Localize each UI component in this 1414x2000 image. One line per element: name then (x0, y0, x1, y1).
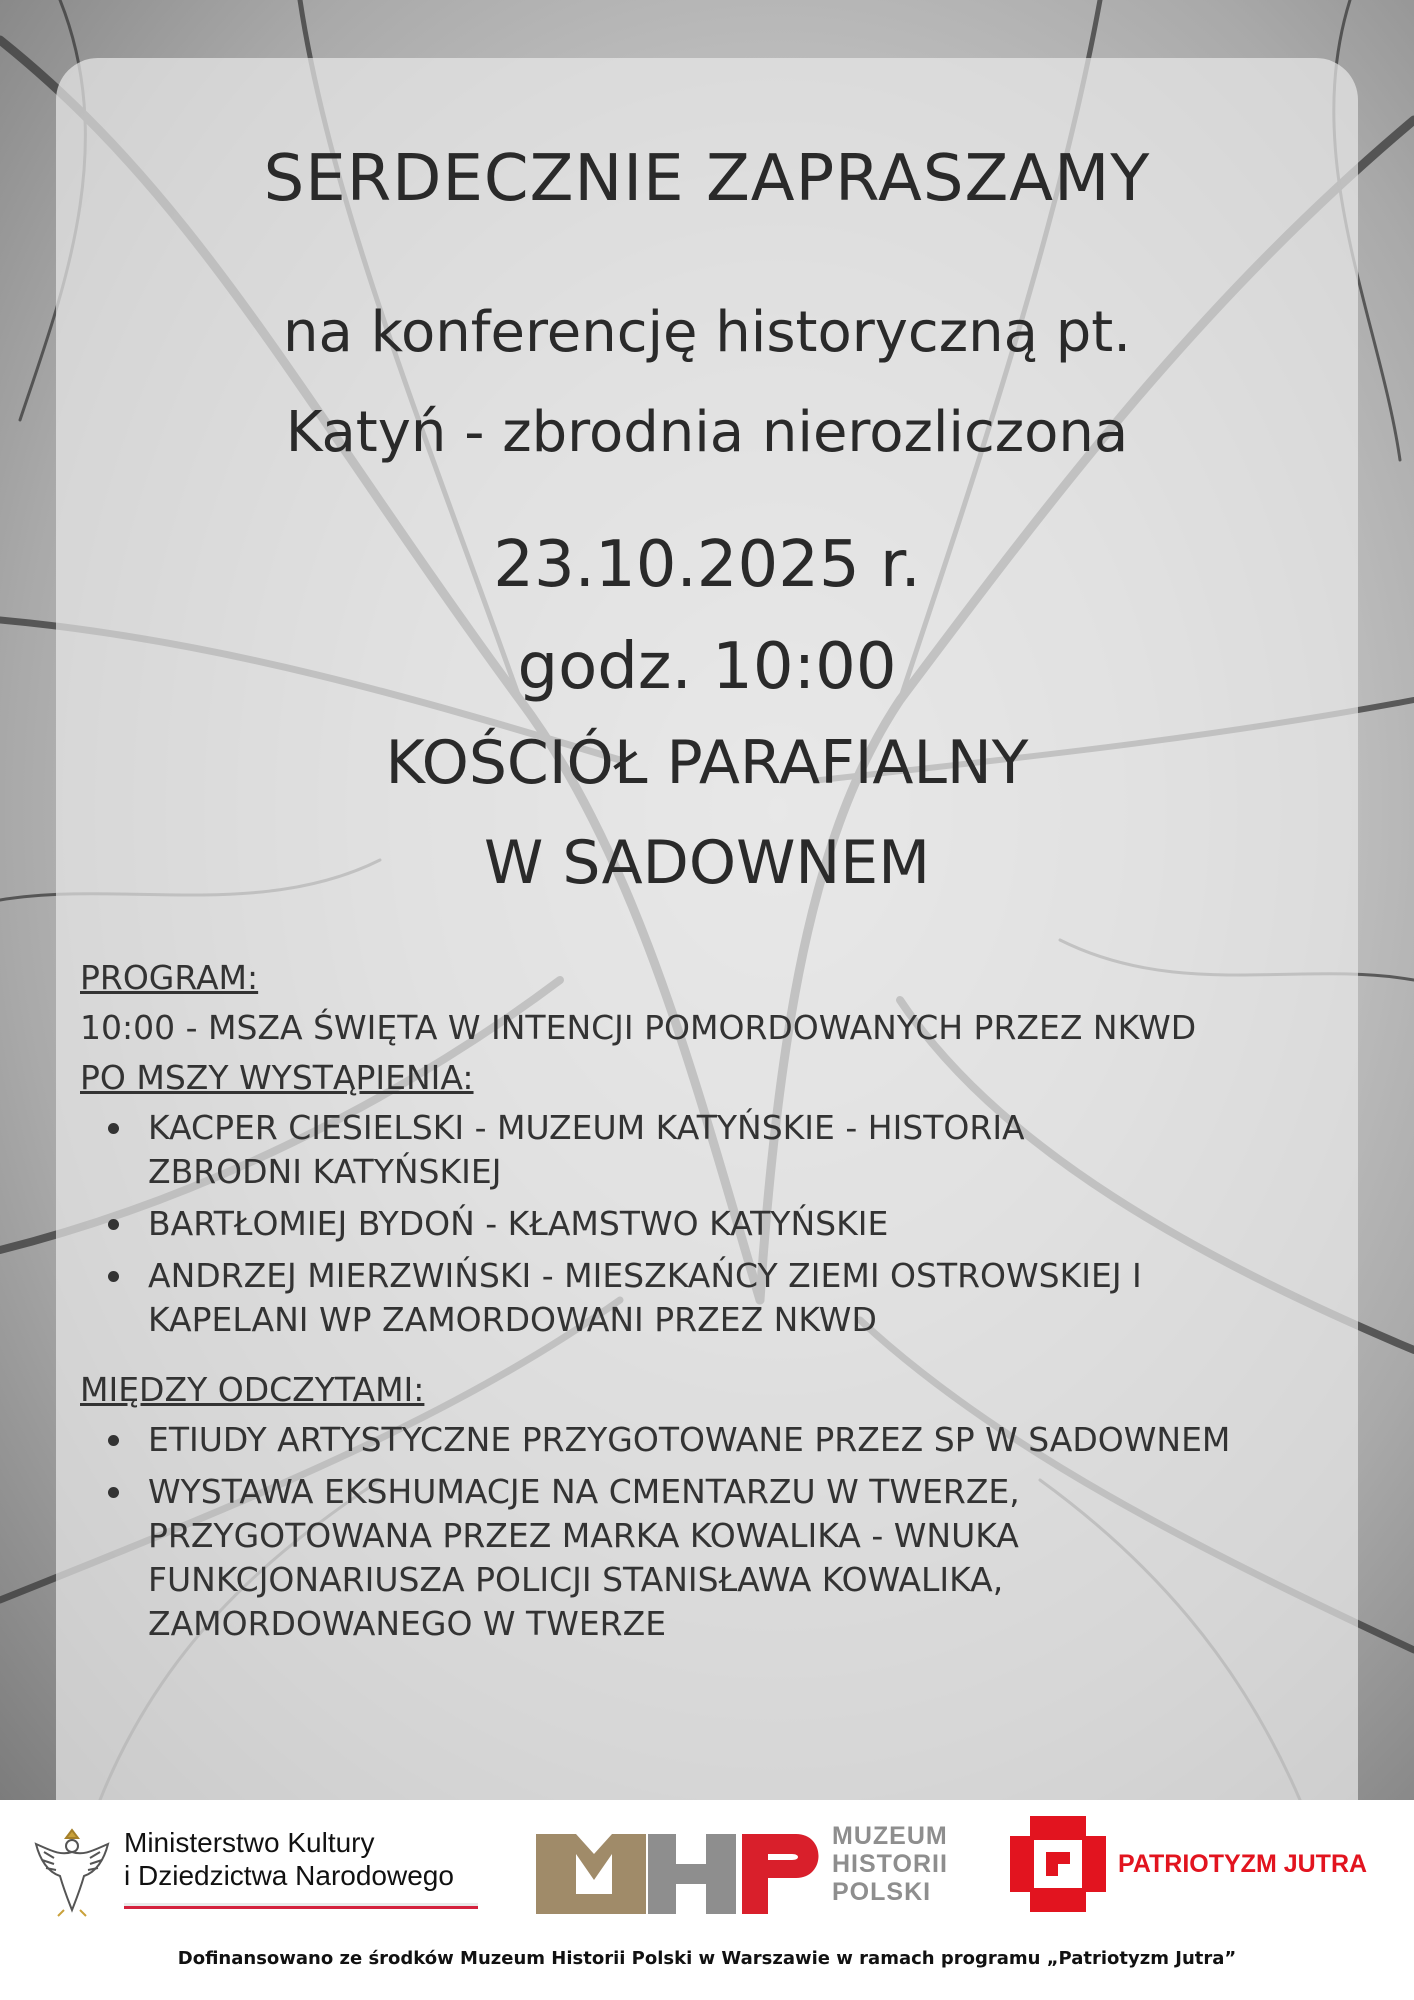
museum-line1: MUZEUM (832, 1822, 948, 1850)
event-time: godz. 10:00 (517, 630, 897, 704)
event-place-line1: KOŚCIÓŁ PARAFIALNY (385, 728, 1029, 798)
conference-title: Katyń - zbrodnia nierozliczona (285, 400, 1129, 465)
between-heading: MIĘDZY ODCZYTAMI: (80, 1370, 425, 1409)
conference-intro: na konferencję historyczną pt. (282, 300, 1131, 365)
list-item: KACPER CIESIELSKI - MUZEUM KATYŃSKIE - HISTORIA ZBRODNI KATYŃSKIEJ (80, 1106, 1148, 1194)
speeches-list (80, 1106, 1320, 1342)
museum-name (832, 1822, 948, 1906)
list-item: BARTŁOMIEJ BYDOŃ - KŁAMSTWO KATYŃSKIE (80, 1202, 1320, 1246)
patriotyzm-jutra-logo-icon (1010, 1816, 1106, 1912)
event-place-line2: W SADOWNEM (484, 828, 930, 898)
polish-eagle-icon (30, 1820, 114, 1920)
program-heading: PROGRAM: (80, 958, 259, 997)
ministry-flag-line (124, 1903, 478, 1909)
event-date: 23.10.2025 r. (493, 528, 921, 602)
ministry-line2: i Dziedzictwa Narodowego (124, 1860, 454, 1891)
museum-logo-icon (536, 1824, 826, 1920)
invitation-title: SERDECZNIE ZAPRASZAMY (263, 142, 1151, 216)
program-section (80, 956, 1320, 1646)
after-mass-heading: PO MSZY WYSTĄPIENIA: (80, 1058, 474, 1097)
patriotyzm-jutra-label: PATRIOTYZM JUTRA (1118, 1850, 1368, 1878)
list-item: ETIUDY ARTYSTYCZNE PRZYGOTOWANE PRZEZ SP W SADOWNEM (80, 1418, 1320, 1462)
program-mass: 10:00 - MSZA ŚWIĘTA W INTENCJI POMORDOWANYCH PRZEZ NKWD (80, 1008, 1197, 1047)
museum-line2: HISTORII (832, 1850, 948, 1878)
list-item: WYSTAWA EKSHUMACJE NA CMENTARZU W TWERZE, PRZYGOTOWANA PRZEZ MARKA KOWALIKA - WNUKA FUNKCJONARIUSZA POLICJI STANISŁAWA KOWALIKA, ZAMORDOWANEGO W TWERZE (80, 1470, 1148, 1646)
list-item: ANDRZEJ MIERZWIŃSKI - MIESZKAŃCY ZIEMI OSTROWSKIEJ I KAPELANI WP ZAMORDOWANI PRZEZ NKWD (80, 1254, 1248, 1342)
funding-note: Dofinansowano ze środków Muzeum Historii Polski w Warszawie w ramach programu „Patriotyzm Jutra” (177, 1948, 1237, 1969)
ministry-line1: Ministerstwo Kultury (124, 1827, 375, 1858)
between-list (80, 1418, 1320, 1646)
ministry-name (124, 1826, 454, 1892)
sponsors-footer (0, 1800, 1414, 2000)
museum-line3: POLSKI (832, 1878, 932, 1906)
